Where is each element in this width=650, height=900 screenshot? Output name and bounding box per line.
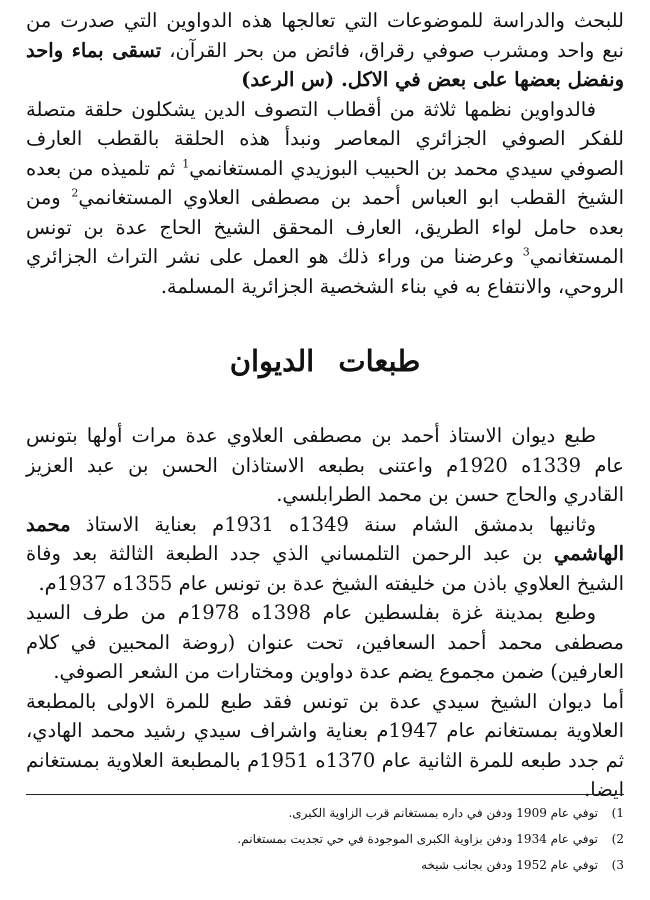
paragraph-intro: للبحث والدراسة للموضوعات التي تعالجها هذه الدواوين التي صدرت من نبع واحد ومشرب صوفي رقراق، فائض من بحر القرآن، تسقى بماء واحد ونفضل بعضها على بعض في الاكل. (س الرعد) bbox=[26, 9, 624, 91]
footnote-text: توفي عام 1952 ودفن بجانب شيخه bbox=[421, 858, 598, 872]
footnote-item bbox=[26, 826, 624, 852]
footnotes-list bbox=[26, 800, 624, 878]
paragraph-poets: فالدواوين نظمها ثلاثة من أقطاب التصوف الدين يشكلون حلقة متصلة للفكر الصوفي الجزائري المعاصر ونبدأ هذه الحلقة بالقطب العارف الصوفي سيدي محمد بن الحبيب البوزيدي المستغانمي$^1$ ثم تلميذه من بعده الشيخ القطب ابو العباس أحمد بن مصطفى العلاوي المستغانمي$^2$ ومن بعده حامل لواء الطريق، العارف المحقق الشيخ الحاج عدة بن تونس المستغانمي$^3$ وعرضنا من وراء ذلك هو العمل على نشر التراث الجزائري الروحي، والانتفاع به في بناء الشخصية الجزائرية المسلمة. bbox=[26, 97, 625, 298]
footnote-ref-2: 2 bbox=[71, 186, 79, 200]
footnote-item bbox=[26, 852, 624, 878]
intro-section bbox=[26, 6, 624, 301]
section-heading: طبعات الديوان bbox=[229, 344, 421, 378]
paragraph-edition-3: وطبع بمدينة غزة بفلسطين عام 1398ه 1978م من طرف السيد مصطفى محمد أحمد السعافين، تحت عنوان (روضة المحبين في كلام العارفين) ضمن مجموع يضم عدة دواوين ومختارات من الشعر الصوفي. bbox=[26, 601, 624, 683]
footnote-text: توفي عام 1934 ودفن بزاوية الكبرى الموجودة في حي تجديت بمستغانم. bbox=[237, 832, 598, 846]
footnote-number: 1) bbox=[611, 806, 624, 820]
document-page bbox=[26, 6, 624, 894]
name-emphasis: محمد الهاشمي bbox=[26, 512, 624, 565]
paragraph-edition-2: وثانيها بدمشق الشام سنة 1349ه 1931م بعناية الاستاذ محمد الهاشمي بن عبد الرحمن التلمساني الذي جدد الطبعة الثالثة بعد وفاة الشيخ العلاوي باذن من خليفته الشيخ عدة بن تونس عام 1355ه 1937م. bbox=[26, 512, 624, 595]
footnote-divider bbox=[26, 794, 624, 795]
footnote-number: 3) bbox=[611, 858, 624, 872]
editions-section bbox=[26, 421, 624, 805]
footnote-item bbox=[26, 800, 624, 826]
paragraph-edition-1: طبع ديوان الاستاذ أحمد بن مصطفى العلاوي عدة مرات أولها بتونس عام 1339ه 1920م واعتنى بطبعه الاستاذان الحسن بن عبد العزيز القادري والحاج حسن بن محمد الطرابلسي. bbox=[26, 424, 624, 506]
quran-verse-emphasis: تسقى بماء واحد ونفضل بعضها على بعض في الاكل. (س الرعد) bbox=[26, 38, 624, 91]
footnote-text: توفي عام 1909 ودفن في داره بمستغانم قرب الزاوية الكبرى. bbox=[288, 806, 598, 820]
footnote-ref-3: 3 bbox=[522, 245, 530, 259]
paragraph-edition-4: أما ديوان الشيخ سيدي عدة بن تونس فقد طبع للمرة الاولى بالمطبعة العلاوية بمستغانم عام 1947م بعناية واشراف سيدي رشيد محمد الهادي، ثم جدد طبعه للمرة الثانية عام 1370ه 1951م بالمطبعة العلاوية بمستغانم ايضا. bbox=[26, 689, 624, 801]
footnote-number: 2) bbox=[611, 832, 624, 846]
footnote-ref-1: 1 bbox=[182, 157, 190, 170]
